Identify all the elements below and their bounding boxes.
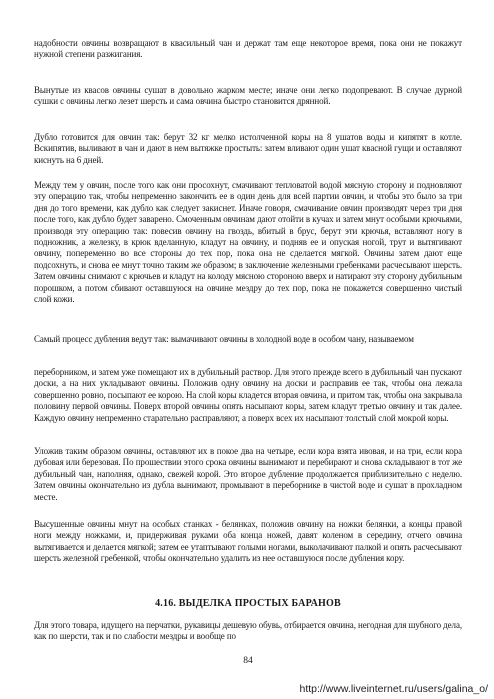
paragraph-9: Для этого товара, идущего на перчатки, рукавицы дешевую обувь, отбирается овчина, негодная для шубного дела, как по шерсти, так и по слабости мездры и вообще по xyxy=(34,620,462,642)
paragraph-3: Дубло готовится для овчин так: берут 32 кг мелко истолченной коры на 8 ушатов воды и кипятят в котле. Вскипятив, выливают в чан и дают в нем вытяжке простыть: затем вливают один ушат квасной гущи и оставляют киснуть на 6 дней. xyxy=(34,132,462,165)
document-page xyxy=(34,0,462,699)
paragraph-7: Уложив таким образом овчины, оставляют их в покое два на четыре, если кора взята ивовая, и на три, если кора дубовая или березовая. По прошествии этого срока овчины вынимают и перебирают и снова складывают в тот же дубильный чан, наполняя, однако, свежей корой. Это второе дубление продолжается приблизительно с неделю. Затем овчины окончательно из дубла вынимают, промывают в переборнике в чистой воде и сушат в прохладном месте. xyxy=(34,446,462,502)
paragraph-4: Между тем у овчин, после того как они просохнут, смачивают тепловатой водой мясную сторону и подновляют эту операцию так, чтобы непременно закончить ее в один день для всей партии овчин, и чтобы это было за три дня до того времени, как дубло как следует закиснет. Иначе говоря, смачивание овчин производят через три дня после того, как дубло будет заварено. Смоченным овчинам дают отойти в кучах и затем мнут особыми крючьями, производя эту операцию так: повесив овчину на гвоздь, вбитый в брус, берут эти крючья, вставляют ногу в подножник, а железку, в крюк вделанную, кладут на овчину, и подняв ее и опуская ногой, трут и вытягивают овчину, попеременно во все стороны до тех пор, пока она не сделается мягкой. Овчины затем дают еще подсохнуть, и снова ее мнут точно таким же образом; в заключение железными гребенками расчесывают шерсть. Затем овчины снимают с крючьев и кладут на колоду мясною стороною вверх и натирают эту сторону дубильным порошком, а потом сбивают оставшуюся на овчине мездру до тех пор, пока не покажется совершенно чистый слой кожи. xyxy=(34,180,462,305)
paragraph-5: Самый процесс дубления ведут так: вымачивают овчины в холодной воде в особом чану, называемом xyxy=(34,334,414,344)
paragraph-2: Вынутые из квасов овчины сушат в довольно жарком месте; иначе они легко подопревают. В случае дурной сушки с овчины легко лезет шерсть и сама овчина быстро становится дрянной. xyxy=(34,85,462,107)
paragraph-1: надобности овчины возвращают в квасильный чан и держат там еще некоторое время, пока они не покажут нужной степени разжигания. xyxy=(34,38,462,60)
paragraph-8: Высушенные овчины мнут на особых станках - белянках, положив овчину на ножки белянки, а концы правой ноги между ножками, и, придерживая руками оба конца ножей, давят коленом в середину, отчего овчина вытягивается и делается мягкой; затем ее утаптывают голыми ногами, выколачивают палкой и опять расчесывают шерсть железной гребенкой, чтобы окончательно удалить из нее оставшуюся после дубления кору. xyxy=(34,519,462,564)
watermark-url: http://www.liveinternet.ru/users/galina_o/ xyxy=(299,683,488,695)
page-number: 84 xyxy=(243,656,253,666)
paragraph-6: переборником, и затем уже помещают их в дубильный раствор. Для этого прежде всего в дубильный чан пускают доски, а на них укладывают овчины. Положив одну овчину на доски и расправив ее так, чтобы она лежала совершенно ровно, посыпают ее корою. На слой коры кладется вторая овчина, и притом так, чтобы она закрывала половину первой овчины. Поверх второй овчины опять насыпают коры, затем кладут третью овчину и так далее. Каждую овчину непременно старательно расправляют, а поверх всех их насыпают толстый слой мокрой коры. xyxy=(34,367,462,423)
section-heading: 4.16. ВЫДЕЛКА ПРОСТЫХ БАРАНОВ xyxy=(155,598,341,609)
